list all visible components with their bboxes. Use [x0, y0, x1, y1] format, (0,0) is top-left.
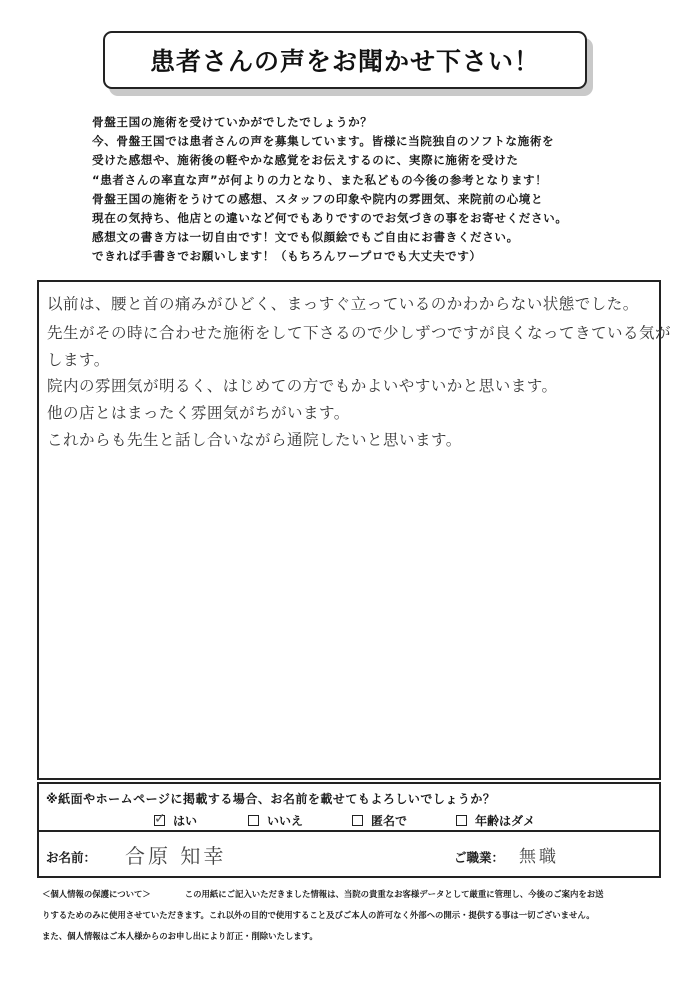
intro-line: “患者さんの率直な声”が何よりの力となり、また私どもの今後の参考となります！	[92, 172, 548, 187]
occupation-label: ご職業：	[454, 850, 505, 865]
intro-line: 骨盤王国の施術を受けていかがでしたでしょうか？	[92, 115, 373, 129]
privacy-line: この用紙にご記入いただきました情報は、当院の貴重なお客様データとして厳重に管理し、今後のご案内をお送	[184, 889, 604, 899]
name-section	[37, 832, 661, 878]
privacy-line: りするためのみに使用させていただきます。これ以外の目的で使用すること及びご本人の許可なく外部への開示・提供する事は一切ございません。	[42, 910, 595, 920]
option-no-age[interactable]	[456, 812, 535, 829]
option-yes[interactable]	[154, 812, 197, 829]
option-anonymous[interactable]	[352, 812, 407, 829]
comment-line: 先生がその時に合わせた施術をして下さるので少しずつですが良くなってきている気が	[47, 324, 672, 342]
intro-line: 感想文の書き方は一切自由です！文でも似顔絵でもご自由にお書きください。	[92, 230, 519, 245]
privacy-line: また、個人情報はご本人様からのお申し出により訂正・削除いたします。	[42, 931, 318, 941]
name-label: お名前：	[46, 850, 97, 865]
checkbox-icon[interactable]	[352, 815, 363, 826]
option-label: いいえ	[267, 814, 304, 828]
comment-line: します。	[47, 351, 110, 369]
comment-area[interactable]	[37, 280, 672, 780]
option-no[interactable]	[248, 812, 303, 829]
checkbox-icon[interactable]	[248, 815, 259, 826]
comment-line: 以前は、腰と首の痛みがひどく、まっすぐ立っているのかわからない状態でした。	[47, 295, 639, 313]
checkbox-icon[interactable]	[456, 815, 467, 826]
intro-line: 受けた感想や、施術後の軽やかな感覚をお伝えするのに、実際に施術を受けた	[92, 153, 519, 168]
intro-line: 今、骨盤王国では患者さんの声を募集しています。皆様に当院独自のソフトな施術を	[92, 134, 555, 149]
intro-line: 現在の気持ち、他店との違いなど何でもありですのでお気づきの事をお寄せください。	[92, 211, 568, 226]
title-banner	[103, 31, 587, 89]
page-title: 患者さんの声をお聞かせ下さい！	[149, 47, 540, 76]
option-label: 匿名で	[371, 814, 408, 828]
privacy-notice	[42, 884, 682, 947]
intro-text	[92, 113, 692, 267]
consent-question: ※紙面やホームページに掲載する場合、お名前を載せてもよろしいでしょうか？	[46, 792, 496, 806]
comment-line: 他の店とはまったく雰囲気がちがいます。	[47, 404, 350, 422]
checkbox-checked-icon[interactable]	[154, 815, 165, 826]
intro-line: 骨盤王国の施術をうけての感想、スタッフの印象や院内の雰囲気、来院前の心境と	[92, 191, 544, 206]
consent-section	[37, 782, 661, 832]
privacy-heading: ＜個人情報の保護について＞	[42, 889, 151, 899]
option-label: はい	[173, 814, 198, 828]
comment-line: これからも先生と話し合いながら通院したいと思います。	[47, 431, 462, 449]
intro-line: できれば手書きでお願いします！（もちろんワープロでも大丈夫です）	[92, 249, 482, 264]
name-field[interactable]: 合原 知幸	[125, 844, 227, 868]
option-label: 年齢はダメ	[475, 814, 536, 828]
occupation-field[interactable]: 無職	[519, 847, 559, 867]
comment-line: 院内の雰囲気が明るく、はじめての方でもかよいやすいかと思います。	[47, 377, 558, 395]
